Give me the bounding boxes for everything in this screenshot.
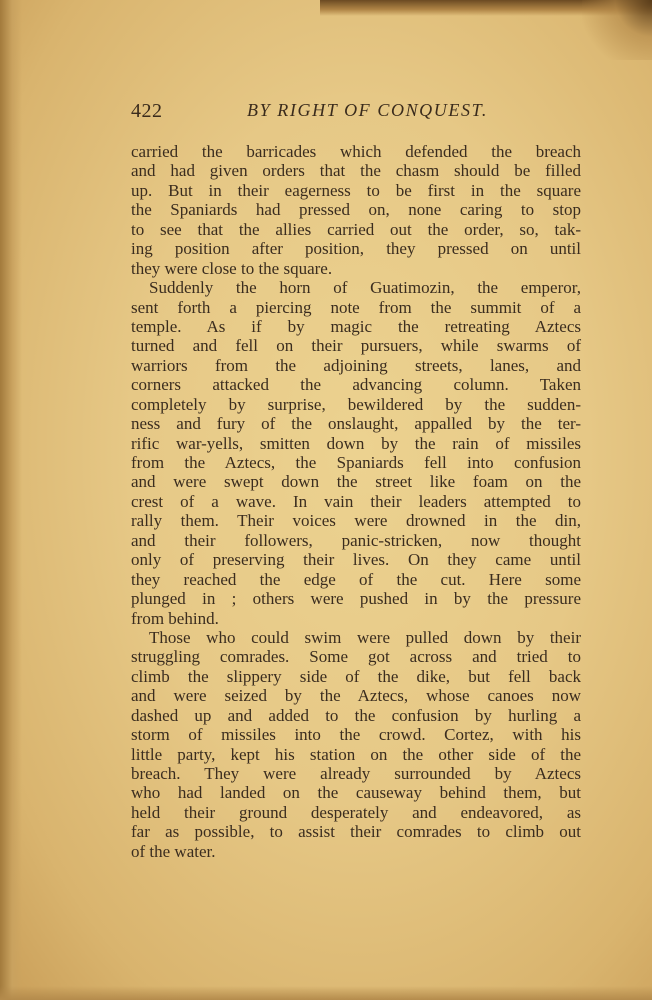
text-line: breach. They were already surrounded by Aztecs: [131, 764, 581, 783]
text-line: turned and fell on their pursuers, while swarms of: [131, 336, 581, 356]
text-line: carried the barricades which defended the breach: [131, 142, 581, 161]
running-head: BY RIGHT OF CONQUEST.: [247, 100, 488, 120]
text-line: sent forth a piercing note from the summit of a: [131, 297, 581, 317]
corner-shadow: [582, 0, 652, 60]
body-text: [131, 142, 581, 861]
text-line: little party, kept his station on the other side of the: [131, 744, 581, 764]
text-line: temple. As if by magic the retreating Aztecs: [131, 316, 581, 336]
bottom-edge-shadow: [0, 986, 652, 1000]
text-line: far as possible, to assist their comrades to climb out: [131, 822, 581, 842]
text-line: only of preserving their lives. On they came until: [131, 550, 581, 570]
text-line: they were close to the square.: [131, 258, 333, 278]
text-line: plunged in ; others were pushed in by the pressure: [131, 589, 581, 609]
text-line: up. But in their eagerness to be first in the square: [131, 180, 581, 200]
text-line: warriors from the adjoining streets, lanes, and: [131, 355, 581, 375]
text-line: and were swept down the street like foam on the: [131, 472, 581, 492]
text-line: they reached the edge of the cut. Here some: [131, 569, 581, 589]
text-line: ness and fury of the onslaught, appalled by the ter-: [131, 414, 581, 434]
text-line: crest of a wave. In vain their leaders attempted to: [131, 491, 581, 511]
text-line: climb the slippery side of the dike, but fell back: [131, 666, 581, 686]
text-line: to see that the allies carried out the order, so, tak-: [131, 219, 581, 239]
text-line: from the Aztecs, the Spaniards fell into confusion: [131, 453, 581, 472]
text-line: storm of missiles into the crowd. Cortez, with his: [131, 725, 581, 745]
text-line: who had landed on the causeway behind them, but: [131, 783, 581, 803]
text-line: and their followers, panic-stricken, now thought: [131, 530, 581, 550]
text-line: struggling comrades. Some got across and tried to: [131, 647, 581, 667]
text-line: ing position after position, they pressed on until: [131, 239, 581, 259]
text-line: corners attacked the advancing column. Taken: [131, 375, 581, 395]
text-line: dashed up and added to the confusion by hurling a: [131, 705, 581, 725]
text-line: from behind.: [131, 608, 219, 628]
text-line: of the water.: [131, 841, 216, 861]
text-line: Suddenly the horn of Guatimozin, the emperor,: [149, 278, 581, 298]
page-number: 422: [131, 100, 163, 122]
text-line: rally them. Their voices were drowned in the din,: [131, 511, 581, 531]
book-spine-shadow: [0, 0, 22, 1000]
text-line: the Spaniards had pressed on, none caring to stop: [131, 200, 581, 220]
text-line: completely by surprise, bewildered by the sudden-: [131, 394, 581, 414]
text-line: held their ground desperately and endeavored, as: [131, 802, 581, 822]
text-line: rific war-yells, smitten down by the rain of missiles: [131, 433, 581, 453]
text-line: and had given orders that the chasm should be filled: [131, 161, 581, 181]
page-header: [131, 100, 581, 124]
text-line: and were seized by the Aztecs, whose canoes now: [131, 686, 581, 706]
text-line: Those who could swim were pulled down by their: [149, 627, 581, 647]
